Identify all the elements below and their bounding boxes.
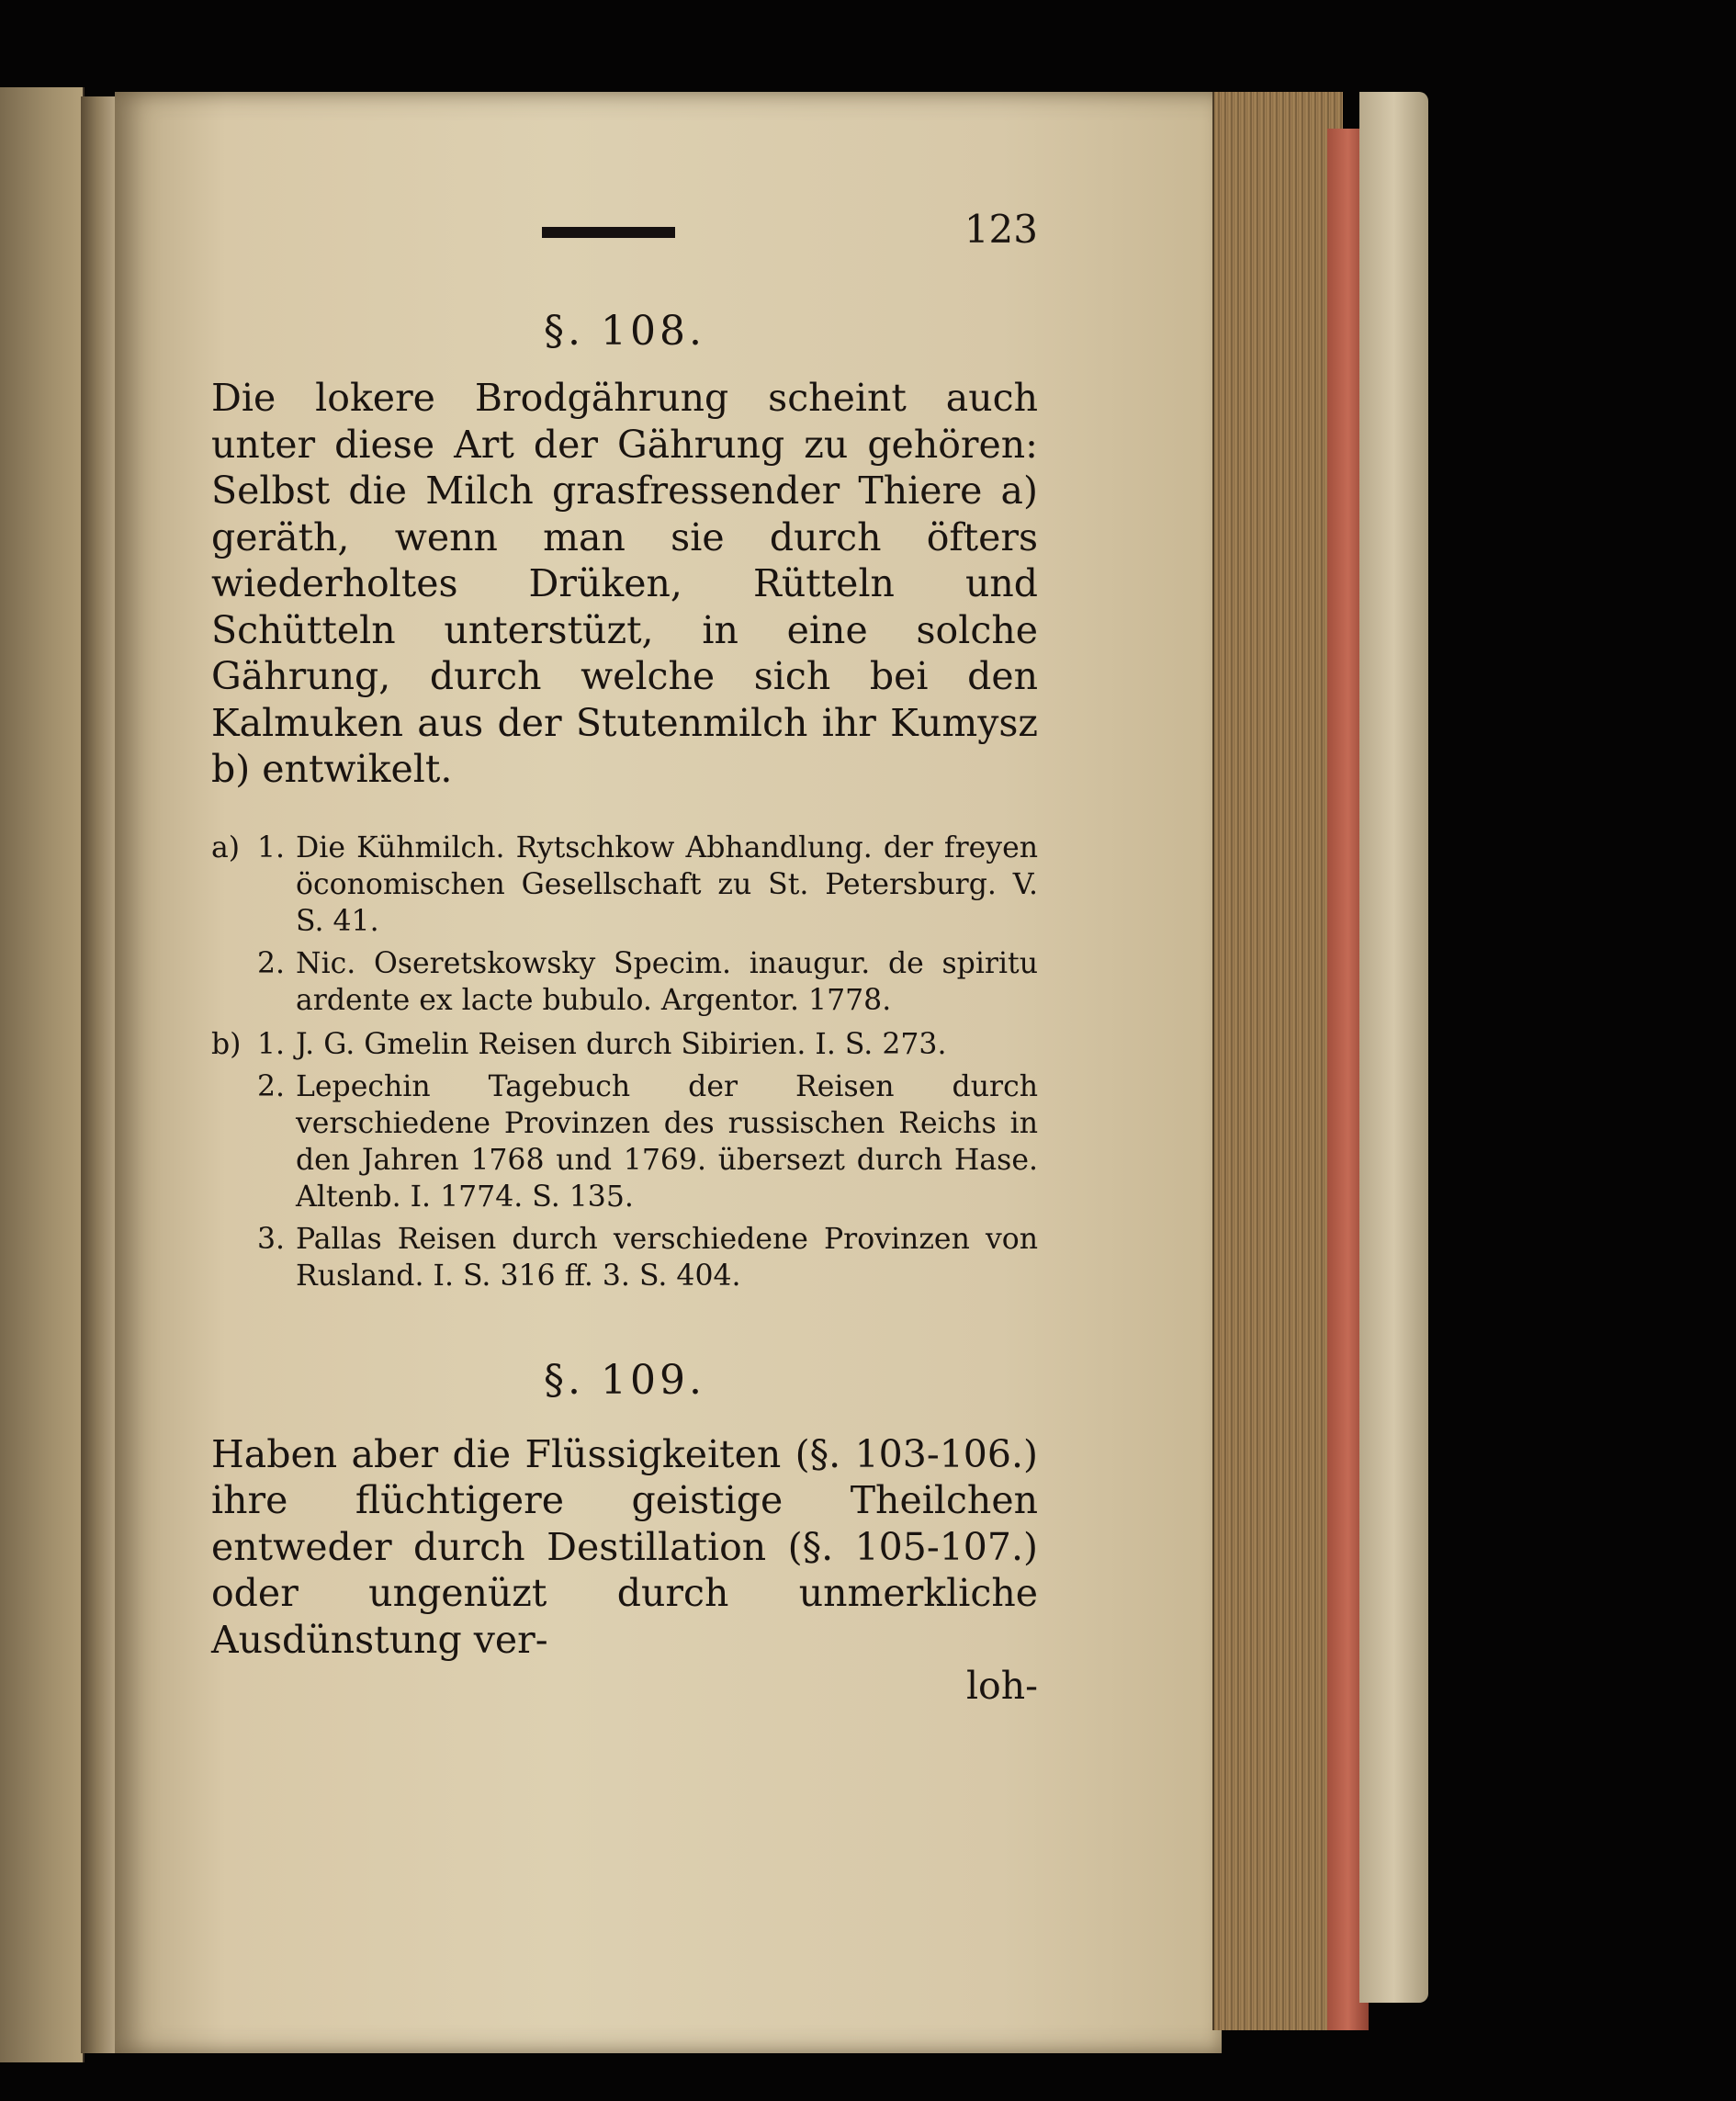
footnotes bbox=[211, 830, 1038, 1294]
section-heading-109: §. 109. bbox=[544, 1356, 705, 1404]
footnote-text: Nic. Oseretskowsky Specim. inaugur. de spiritu ardente ex lacte bubulo. Argentor. 1778. bbox=[296, 946, 1038, 1017]
left-page-edge bbox=[0, 87, 85, 2062]
page-content bbox=[211, 207, 1038, 1709]
footnote-a bbox=[211, 830, 1038, 1019]
footnote-item bbox=[211, 830, 1038, 940]
book-cover-edge bbox=[1359, 92, 1428, 2003]
footnote-text: J. G. Gmelin Reisen durch Sibirien. I. S. 273. bbox=[296, 1027, 947, 1061]
page-fore-edge bbox=[1212, 92, 1343, 2030]
footnote-number: 2. bbox=[257, 946, 286, 980]
footnote-marker: b) bbox=[211, 1027, 242, 1061]
footnote-b bbox=[211, 1026, 1038, 1294]
footnote-item bbox=[211, 1026, 1038, 1063]
footnote-item bbox=[211, 1221, 1038, 1294]
section-heading-108: §. 108. bbox=[544, 308, 705, 355]
footnote-text: Lepechin Tagebuch der Reisen durch verschiedene Provinzen des russischen Reichs in den Jahren 1768 und 1769. übersezt durch Hase. Altenb. I. 1774. S. 135. bbox=[296, 1069, 1038, 1214]
footnote-number: 1. bbox=[257, 1027, 286, 1061]
footnote-marker: a) bbox=[211, 830, 241, 864]
catchword: loh- bbox=[965, 1664, 1038, 1708]
footnote-number: 2. bbox=[257, 1069, 286, 1103]
book-gutter bbox=[81, 96, 118, 2053]
page-header bbox=[211, 207, 1038, 262]
footnote-number: 3. bbox=[257, 1222, 286, 1256]
footnote-number: 1. bbox=[257, 830, 286, 864]
footnote-item bbox=[211, 1068, 1038, 1215]
section-109-text: Haben aber die Flüssigkeiten (§. 103-106.) ihre flüchtigere geistige Theilchen entweder durch Destillation (§. 105-107.) oder ungenüzt durch unmerkliche Ausdünstung ver- bbox=[211, 1431, 1038, 1662]
footnote-text: Pallas Reisen durch verschiedene Provinzen von Rusland. I. S. 316 ff. 3. S. 404. bbox=[296, 1222, 1038, 1293]
decorative-rule bbox=[542, 227, 675, 238]
page-number: 123 bbox=[964, 207, 1038, 252]
section-108-text: Die lokere Brodgährung scheint auch unter diese Art der Gährung zu gehören: Selbst die Milch grasfressender Thiere a) geräth, wenn man sie durch öfters wiederholtes Drüken, Rütteln und Schütteln unterstüzt, in eine solche Gährung, durch welche sich bei den Kalmuken aus der Stutenmilch ihr Kumysz b) entwikelt. bbox=[211, 376, 1038, 791]
footnote-text: Die Kühmilch. Rytschkow Abhandlung. der freyen öconomischen Gesellschaft zu St. Petersburg. V. S. 41. bbox=[296, 830, 1038, 938]
footnote-item bbox=[211, 945, 1038, 1019]
